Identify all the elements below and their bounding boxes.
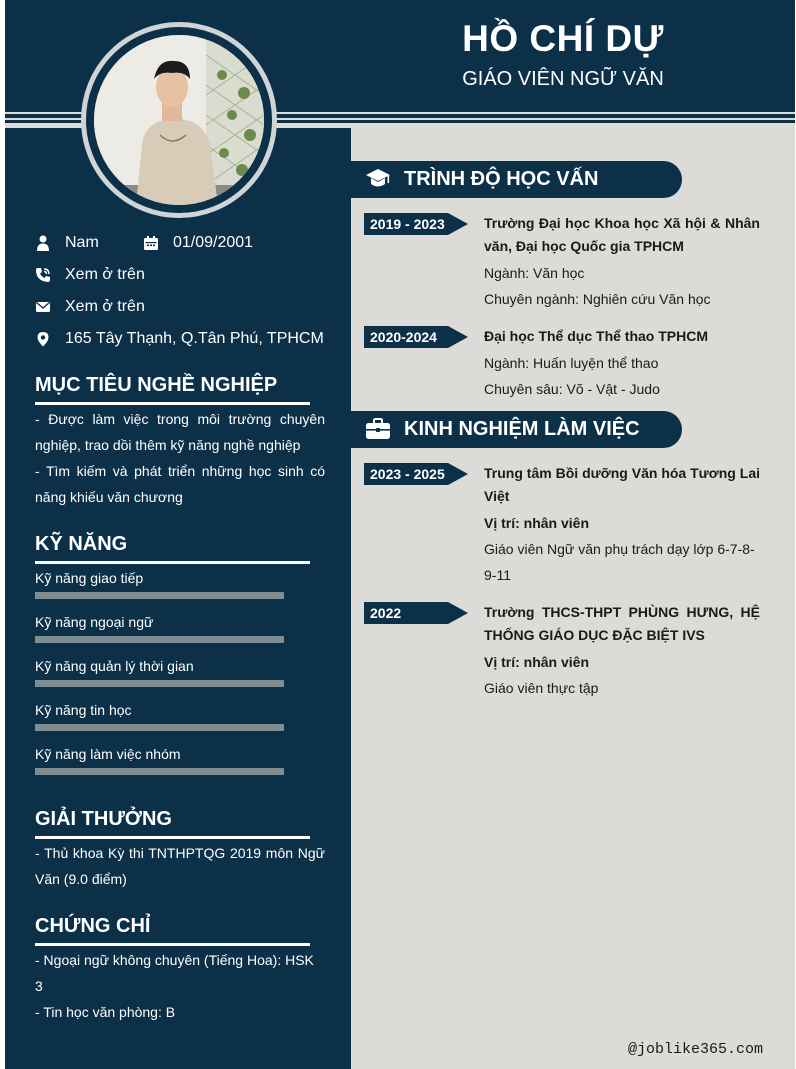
company-name: Trường THCS-THPT PHÙNG HƯNG, HỆ THỐNG GIÁO DỤC ĐẶC BIỆT IVS: [484, 604, 760, 643]
education-entry: [484, 212, 760, 312]
date-tag: [364, 463, 445, 485]
skill-label: Kỹ năng quản lý thời gian: [35, 658, 194, 674]
job-description: Giáo viên thực tập: [484, 680, 599, 696]
specialization-text: Chuyên ngành: Nghiên cứu Văn học: [484, 291, 711, 307]
gender-text: Nam: [65, 234, 99, 251]
skill-label: Kỹ năng giao tiếp: [35, 570, 144, 586]
email-text: Xem ở trên: [65, 298, 145, 315]
objective-line: - Được làm việc trong môi trường chuyên nghiệp, trao dồi thêm kỹ năng nghề nghiệp: [35, 411, 325, 453]
date-tag: [364, 602, 401, 624]
address-row: [35, 330, 324, 348]
experience-entry: [484, 462, 760, 588]
awards-title: GIẢI THƯỞNG: [35, 808, 172, 830]
position-text: Vị trí: nhân viên: [484, 654, 590, 670]
phone-text: Xem ở trên: [65, 266, 145, 283]
birthday-row: [143, 234, 253, 252]
objective-line: - Tìm kiếm và phát triển những học sinh có năng khiếu văn chương: [35, 463, 325, 505]
date-text: 2020-2024: [370, 329, 437, 345]
map-pin-icon: [35, 331, 51, 347]
skill-label: Kỹ năng tin học: [35, 702, 132, 718]
school-name: Trường Đại học Khoa học Xã hội & Nhân văn, Đại học Quốc gia TPHCM: [484, 215, 760, 254]
school-name: Đại học Thể dục Thể thao TPHCM: [484, 328, 709, 344]
skill-bar: [35, 680, 284, 687]
candidate-name: HỒ CHÍ DỰ: [462, 18, 664, 59]
education-title: TRÌNH ĐỘ HỌC VẤN: [404, 168, 599, 190]
objective-underline: [35, 402, 310, 405]
objective-text: [35, 406, 325, 510]
address-text: 165 Tây Thạnh, Q.Tân Phú, TPHCM: [65, 330, 324, 347]
certificate-line: - Tin học văn phòng: B: [35, 1004, 176, 1020]
skill-bar: [35, 592, 284, 599]
certificates-title: CHỨNG CHỈ: [35, 915, 151, 937]
position-text: Vị trí: nhân viên: [484, 515, 590, 531]
phone-row: [35, 266, 145, 284]
date-text: 2022: [370, 605, 402, 621]
avatar: [94, 35, 264, 205]
certificates-text: [35, 947, 325, 1025]
skills-underline: [35, 561, 310, 564]
date-text: 2023 - 2025: [370, 466, 445, 482]
certificate-line: - Ngoại ngữ không chuyên (Tiếng Hoa): HSK 3: [35, 952, 314, 994]
calendar-icon: [143, 235, 159, 251]
awards-text: - Thủ khoa Kỳ thi TNTHPTQG 2019 môn Ngữ Văn (9.0 điểm): [35, 845, 325, 887]
birthday-text: 01/09/2001: [173, 234, 254, 251]
skill-label: Kỹ năng ngoại ngữ: [35, 614, 154, 630]
experience-entry: [484, 601, 760, 701]
person-icon: [35, 235, 51, 251]
email-row: [35, 298, 145, 316]
gender-row: [35, 234, 99, 252]
skill-bar: [35, 768, 284, 775]
envelope-icon: [35, 299, 51, 315]
skill-bar-fill: [35, 592, 284, 599]
phone-icon: [35, 267, 51, 283]
date-tag: [364, 326, 437, 348]
job-description: Giáo viên Ngữ văn phụ trách dạy lớp 6-7-8-9-11: [484, 541, 755, 583]
skills-title: KỸ NĂNG: [35, 533, 128, 555]
candidate-title: GIÁO VIÊN NGỮ VĂN: [462, 68, 664, 90]
footer-credit: @joblike365.com: [628, 1041, 764, 1058]
date-tag: [364, 213, 445, 235]
skill-bar-fill: [35, 724, 284, 731]
skill-bar-fill: [35, 680, 284, 687]
company-name: Trung tâm Bồi dưỡng Văn hóa Tương Lai Việt: [484, 465, 760, 504]
experience-title: KINH NGHIỆM LÀM VIỆC: [404, 418, 640, 440]
education-heading: [351, 161, 682, 198]
skill-bar-fill: [35, 768, 284, 775]
avatar-frame: [81, 22, 277, 218]
objective-title: MỤC TIÊU NGHỀ NGHIỆP: [35, 374, 278, 396]
briefcase-icon: [365, 417, 391, 441]
skill-bar: [35, 636, 284, 643]
skill-bar-fill: [35, 636, 284, 643]
education-entry: [484, 325, 760, 402]
certificates-underline: [35, 943, 310, 946]
date-text: 2019 - 2023: [370, 216, 445, 232]
major-text: Ngành: Huấn luyện thể thao: [484, 355, 659, 371]
specialization-text: Chuyên sâu: Võ - Vật - Judo: [484, 381, 660, 397]
skill-bar: [35, 724, 284, 731]
major-text: Ngành: Văn học: [484, 265, 585, 281]
experience-heading: [351, 411, 682, 448]
awards-underline: [35, 836, 310, 839]
skill-label: Kỹ năng làm việc nhóm: [35, 746, 181, 762]
avatar-photo: [94, 35, 264, 205]
graduation-cap-icon: [365, 167, 391, 191]
